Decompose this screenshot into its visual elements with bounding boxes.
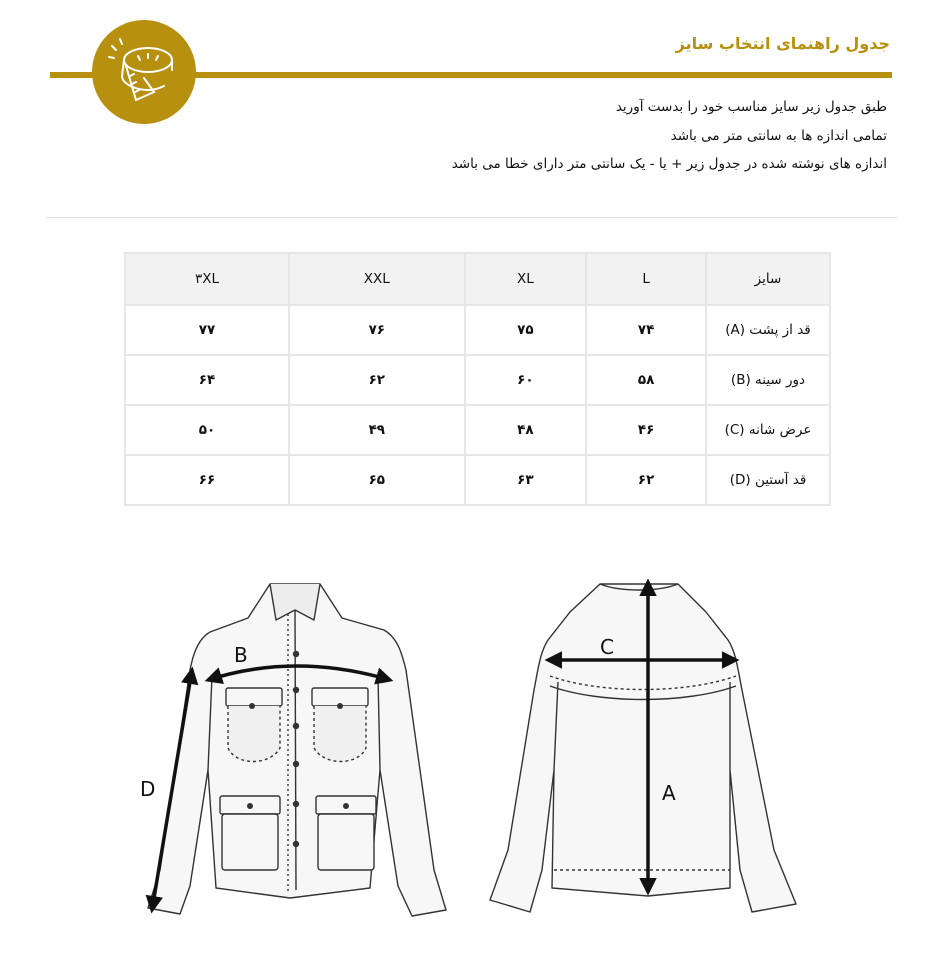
label-b: B bbox=[234, 643, 248, 667]
table-cell: ۷۶ bbox=[289, 305, 465, 355]
row-label: عرض شانه (C) bbox=[706, 405, 830, 455]
table-cell: ۶۲ bbox=[289, 355, 465, 405]
table-row bbox=[125, 405, 830, 455]
label-d: D bbox=[140, 777, 156, 801]
column-header: XXL bbox=[289, 253, 465, 305]
table-cell: ۴۶ bbox=[586, 405, 706, 455]
table-row bbox=[125, 355, 830, 405]
jacket-diagram bbox=[130, 570, 810, 930]
table-cell: ۷۷ bbox=[125, 305, 289, 355]
row-label: دور سینه (B) bbox=[706, 355, 830, 405]
label-c: C bbox=[600, 635, 614, 659]
intro-line: تمامی اندازه ها به سانتی متر می باشد bbox=[670, 127, 887, 144]
column-header: ۳XL bbox=[125, 253, 289, 305]
jacket-front-icon bbox=[148, 584, 446, 916]
column-header: XL bbox=[465, 253, 587, 305]
table-cell: ۶۰ bbox=[465, 355, 587, 405]
label-a: A bbox=[662, 781, 676, 805]
jacket-back-icon bbox=[490, 584, 796, 912]
table-cell: ۵۰ bbox=[125, 405, 289, 455]
table-header-row bbox=[125, 253, 830, 305]
intro-line: اندازه های نوشته شده در جدول زیر + یا - یک سانتی متر دارای خطا می باشد bbox=[451, 156, 887, 172]
size-table bbox=[124, 252, 831, 506]
measuring-tape-icon bbox=[92, 20, 196, 124]
table-cell: ۷۵ bbox=[465, 305, 587, 355]
table-cell: ۶۶ bbox=[125, 455, 289, 505]
header-title: جدول راهنمای انتخاب سایز bbox=[675, 34, 890, 53]
table-row bbox=[125, 455, 830, 505]
table-cell: ۶۵ bbox=[289, 455, 465, 505]
section-divider bbox=[45, 217, 897, 218]
table-row bbox=[125, 305, 830, 355]
intro-text bbox=[452, 93, 887, 179]
corner-label: سایز bbox=[706, 253, 830, 305]
table-cell: ۷۴ bbox=[586, 305, 706, 355]
table-cell: ۴۹ bbox=[289, 405, 465, 455]
intro-line: طبق جدول زیر سایز مناسب خود را بدست آورید bbox=[615, 99, 887, 115]
table-cell: ۶۲ bbox=[586, 455, 706, 505]
column-header: L bbox=[586, 253, 706, 305]
row-label: قد آستین (D) bbox=[706, 455, 830, 505]
table-cell: ۶۳ bbox=[465, 455, 587, 505]
table-cell: ۶۴ bbox=[125, 355, 289, 405]
table-cell: ۴۸ bbox=[465, 405, 587, 455]
row-label: قد از پشت (A) bbox=[706, 305, 830, 355]
table-cell: ۵۸ bbox=[586, 355, 706, 405]
